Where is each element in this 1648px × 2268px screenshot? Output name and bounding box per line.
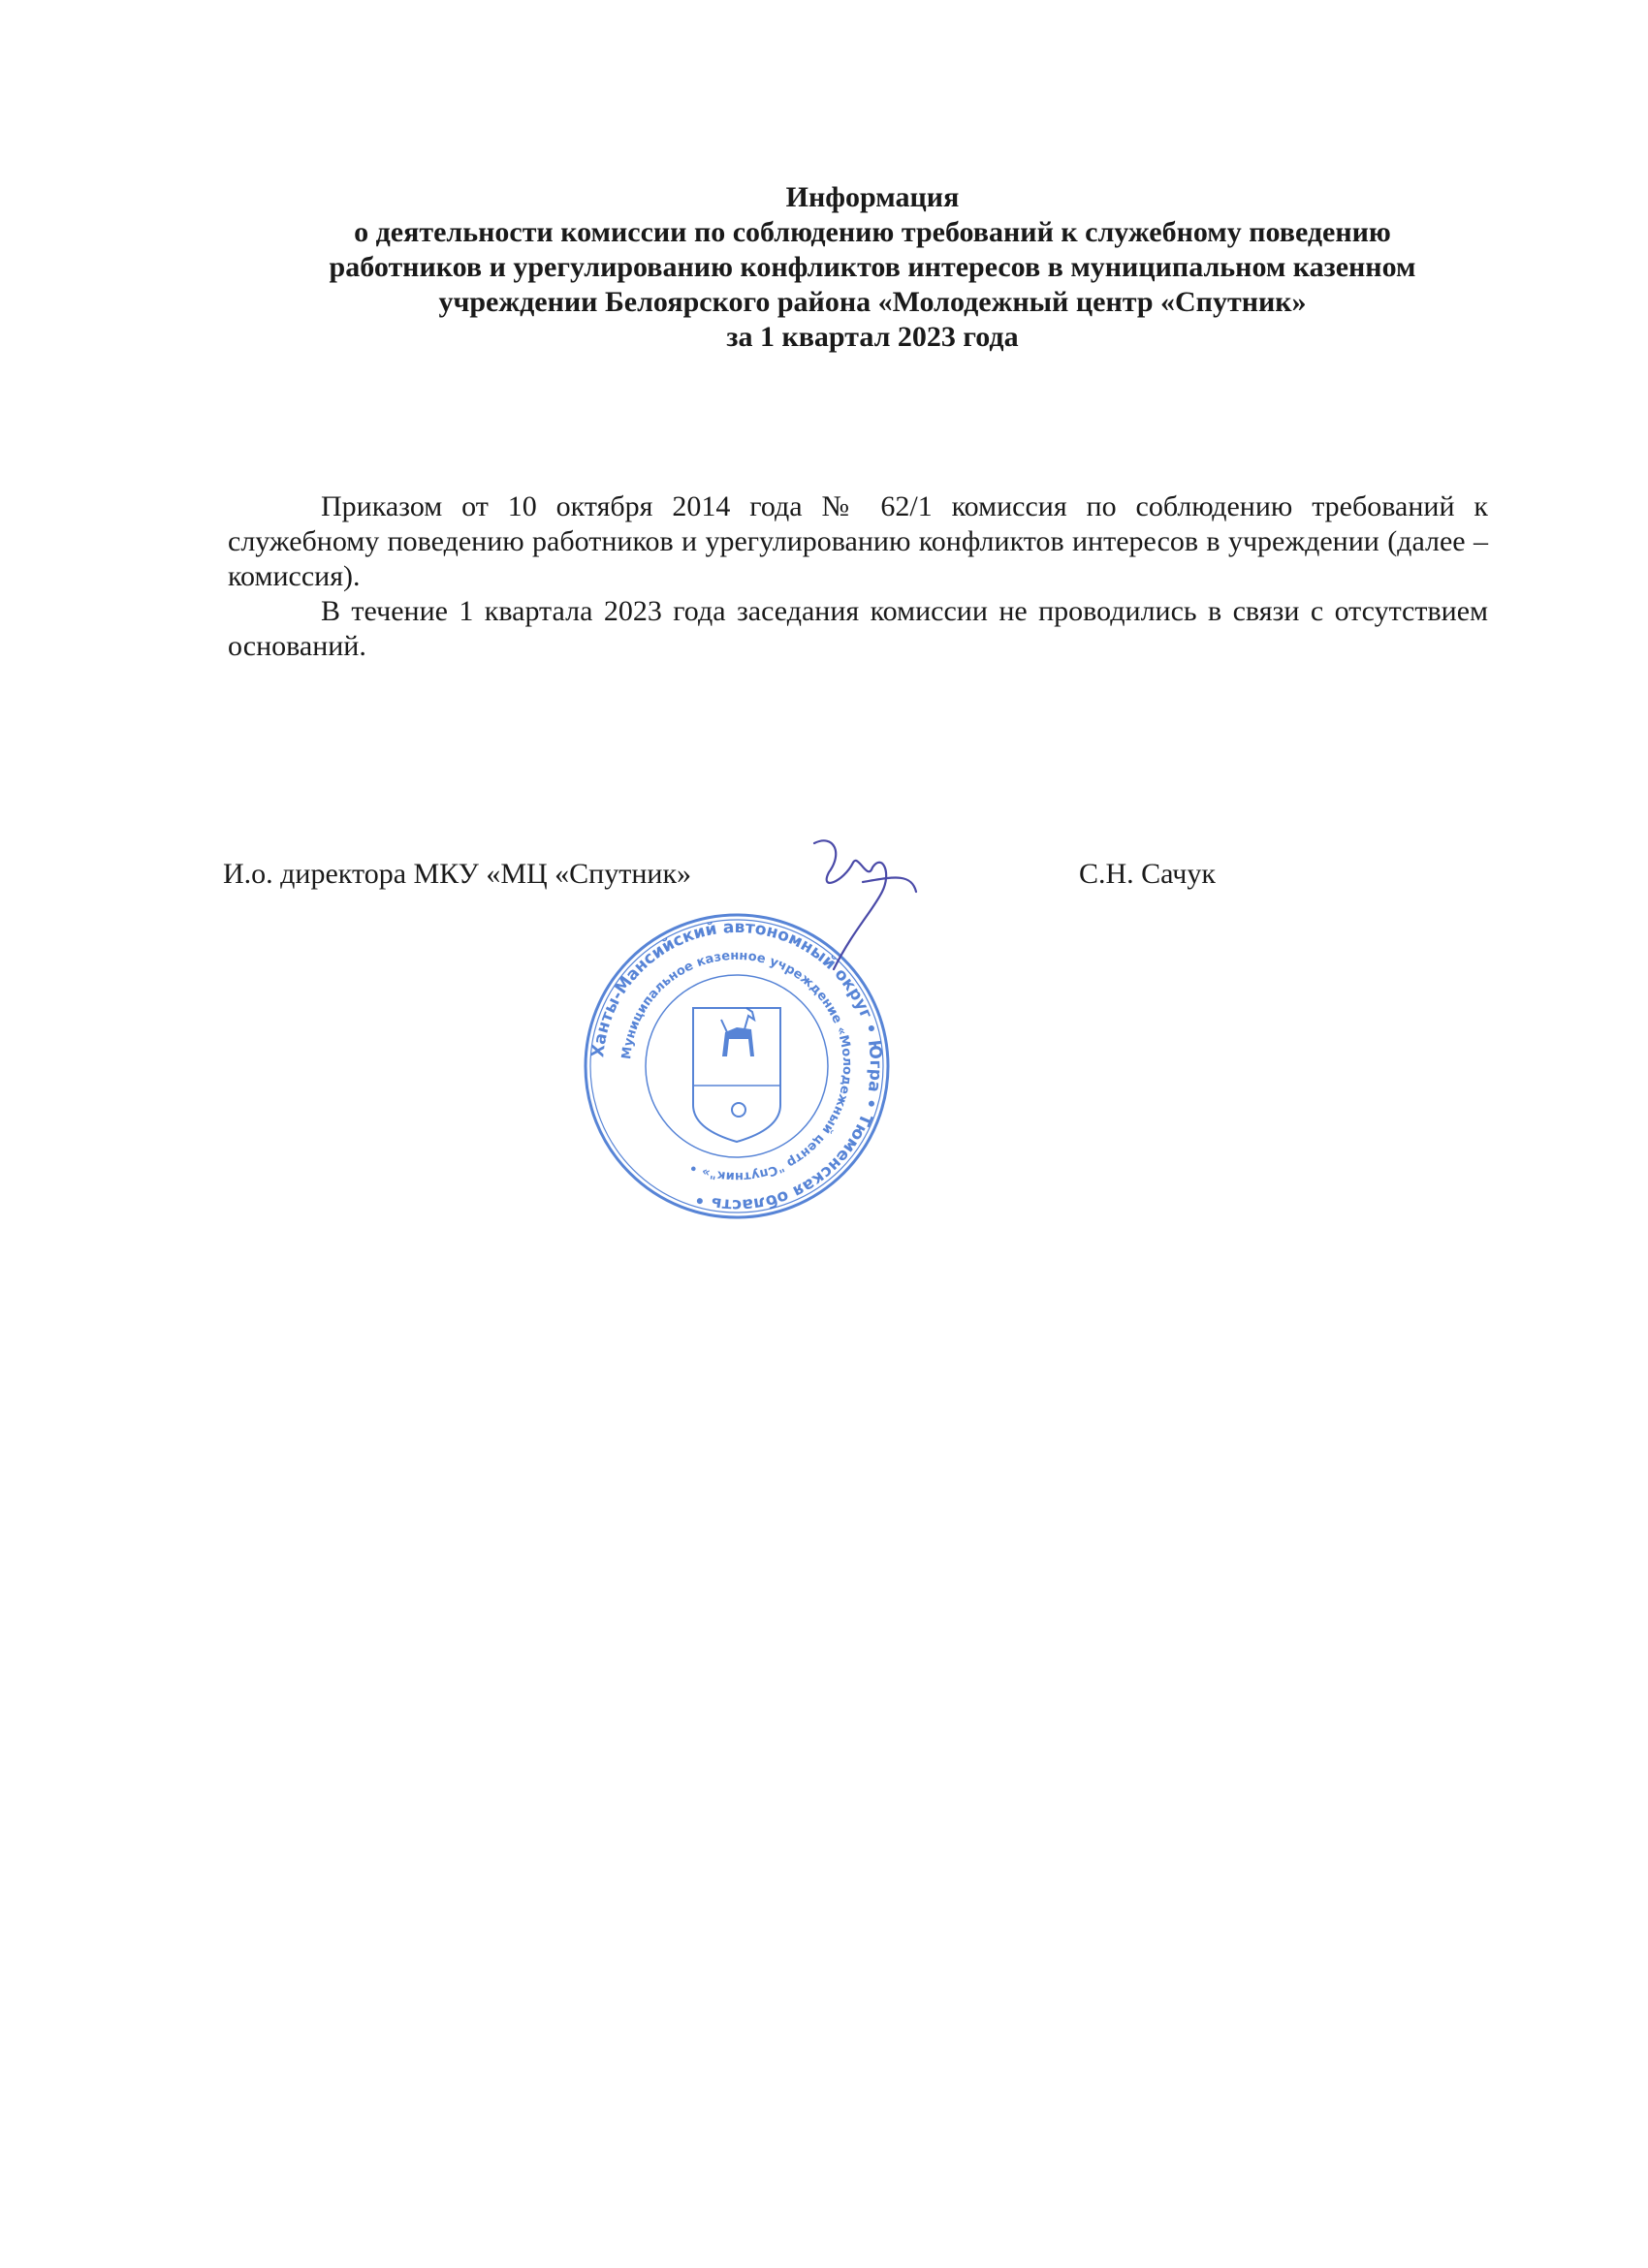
signatory-name: С.Н. Сачук [1079,858,1216,890]
title-line: за 1 квартал 2023 года [726,321,1019,353]
title-line: о деятельности комиссии по соблюдению требований к служебному поведению [354,216,1391,248]
signatory-position: И.о. директора МКУ «МЦ «Спутник» [223,858,692,890]
document-title [194,180,1551,355]
handwritten-signature [776,824,921,979]
stamp-inner-text: Муниципальное казенное учреждение «Молодежный центр "Спутник"» • [619,948,855,1184]
svg-text:Муниципальное казенное учрежде [619,949,854,1183]
title-line: учреждении Белоярского района «Молодежный центр «Спутник» [438,286,1307,318]
title-line: Информация [785,181,960,213]
stamp-outer-text: Ханты-Мансийский автономный округ • Югра • Тюменская область • [588,917,886,1215]
title-line: работников и урегулированию конфликтов интересов в муниципальном казенном [329,251,1416,283]
paragraph: В течение 1 квартала 2023 года заседания комиссии не проводились в связи с отсутствием оснований. [228,595,1488,662]
document-body [228,489,1488,664]
paragraph: Приказом от 10 октября 2014 года № 62/1 комиссия по соблюдению требований к служебному поведению работников и урегулированию конфликтов интересов в учреждении (далее – комиссия). [228,490,1488,592]
